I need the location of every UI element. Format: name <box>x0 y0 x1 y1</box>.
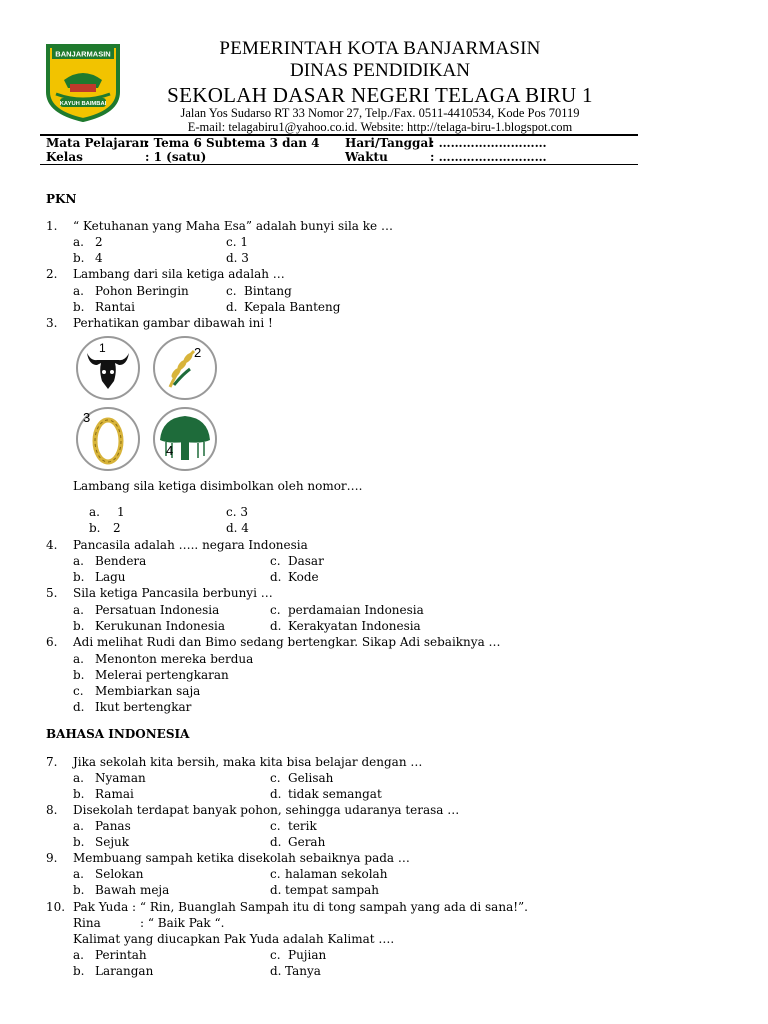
q8-option-letter: d. <box>270 835 282 849</box>
q6-option-text: Membiarkan saja <box>95 684 201 698</box>
emblem-number-3: 3 <box>83 410 91 425</box>
q4-text: Pancasila adalah ….. negara Indonesia <box>73 538 308 552</box>
q7-option-text: Gelisah <box>288 771 334 785</box>
q10-number: 10. <box>46 900 66 914</box>
q10-reply: : “ Baik Pak “. <box>140 916 225 930</box>
q1-option-letter: a. <box>73 235 84 249</box>
q2-option-text: Pohon Beringin <box>95 284 189 298</box>
q9-option-letter: d. <box>270 883 282 897</box>
subject-value: : Tema 6 Subtema 3 dan 4 <box>145 136 320 150</box>
time-label: Waktu <box>345 150 388 164</box>
chain-emblem <box>75 406 141 472</box>
q9-option-letter: c. <box>270 867 281 881</box>
emblem-number-4: 4 <box>166 443 174 458</box>
q10-option-text: Tanya <box>285 964 321 978</box>
q4-option-text: Lagu <box>95 570 126 584</box>
q10-option-text: Perintah <box>95 948 147 962</box>
q8-option-text: terik <box>288 819 317 833</box>
q2-text: Lambang dari sila ketiga adalah … <box>73 267 285 281</box>
q9-text: Membuang sampah ketika disekolah sebaiknya pada … <box>73 851 410 865</box>
q3-text: Perhatikan gambar dibawah ini ! <box>73 316 273 330</box>
q7-option-letter: d. <box>270 787 282 801</box>
q4-option-letter: b. <box>73 570 85 584</box>
q10-option-letter: d. <box>270 964 282 978</box>
school-emblem-logo <box>42 40 124 122</box>
q9-option-letter: b. <box>73 883 85 897</box>
q9-option-text: Bawah meja <box>95 883 170 897</box>
q10-text: Pak Yuda : “ Rin, Buanglah Sampah itu di tong sampah yang ada di sana!”. <box>73 900 528 914</box>
q4-option-letter: c. <box>270 554 281 568</box>
q9-option-text: halaman sekolah <box>285 867 388 881</box>
q2-number: 2. <box>46 267 58 281</box>
q6-option-letter: c. <box>73 684 84 698</box>
subject-label: Mata Pelajaran <box>46 136 149 150</box>
q4-option-letter: a. <box>73 554 84 568</box>
q6-text: Adi melihat Rudi dan Bimo sedang bertengkar. Sikap Adi sebaiknya … <box>73 635 501 649</box>
q5-number: 5. <box>46 586 58 600</box>
q3-option-letter: a. <box>89 505 100 519</box>
q4-option-letter: d. <box>270 570 282 584</box>
q2-option-letter: c. <box>226 284 237 298</box>
q5-option-text: Persatuan Indonesia <box>95 603 220 617</box>
q6-option-letter: d. <box>73 700 85 714</box>
q10-option-letter: c. <box>270 948 281 962</box>
logo-text-bottom: KAYUH BAIMBAI <box>59 101 107 107</box>
q10-speaker: Rina <box>73 916 101 930</box>
q8-text: Disekolah terdapat banyak pohon, sehingga udaranya terasa … <box>73 803 460 817</box>
q1-option-c: c. 1 <box>226 235 248 249</box>
bull-head-emblem <box>75 335 141 401</box>
q1-number: 1. <box>46 219 58 233</box>
q8-option-letter: a. <box>73 819 84 833</box>
class-label: Kelas <box>46 150 83 164</box>
q9-number: 9. <box>46 851 58 865</box>
q5-text: Sila ketiga Pancasila berbunyi … <box>73 586 273 600</box>
q7-option-letter: c. <box>270 771 281 785</box>
q6-option-letter: a. <box>73 652 84 666</box>
q5-option-letter: b. <box>73 619 85 633</box>
q2-option-letter: b. <box>73 300 85 314</box>
q8-option-text: Sejuk <box>95 835 130 849</box>
q2-option-letter: a. <box>73 284 84 298</box>
q7-option-letter: b. <box>73 787 85 801</box>
emblem-number-1: 1 <box>99 341 106 355</box>
q5-option-letter: d. <box>270 619 282 633</box>
q2-option-text: Kepala Banteng <box>244 300 341 314</box>
q9-option-letter: a. <box>73 867 84 881</box>
class-value: : 1 (satu) <box>145 150 207 164</box>
q7-option-text: Ramai <box>95 787 134 801</box>
q8-number: 8. <box>46 803 58 817</box>
q5-option-text: perdamaian Indonesia <box>288 603 424 617</box>
q7-number: 7. <box>46 755 58 769</box>
q1-option-letter: b. <box>73 251 85 265</box>
date-label: Hari/Tanggal <box>345 136 433 150</box>
q1-option-text: 2 <box>95 235 103 249</box>
header-contact: E-mail: telagabiru1@yahoo.co.id. Website: http://telaga-biru-1.blogspot.com <box>187 120 573 134</box>
q10-prompt: Kalimat yang diucapkan Pak Yuda adalah Kalimat …. <box>73 932 395 946</box>
q6-option-text: Melerai pertengkaran <box>95 668 229 682</box>
q5-option-text: Kerakyatan Indonesia <box>288 619 421 633</box>
q4-option-text: Kode <box>288 570 319 584</box>
q8-option-letter: b. <box>73 835 85 849</box>
q8-option-letter: c. <box>270 819 281 833</box>
q9-option-text: tempat sampah <box>285 883 380 897</box>
q2-option-text: Bintang <box>244 284 292 298</box>
q10-option-letter: a. <box>73 948 84 962</box>
q8-option-text: Panas <box>95 819 131 833</box>
rice-cotton-emblem <box>152 335 218 401</box>
date-value: : ……………………… <box>430 136 547 150</box>
q6-option-text: Menonton mereka berdua <box>95 652 254 666</box>
q2-option-text: Rantai <box>95 300 136 314</box>
q1-option-text: 4 <box>95 251 103 265</box>
q4-option-text: Bendera <box>95 554 147 568</box>
q5-option-text: Kerukunan Indonesia <box>95 619 225 633</box>
q4-number: 4. <box>46 538 58 552</box>
q6-option-letter: b. <box>73 668 85 682</box>
q5-option-letter: c. <box>270 603 281 617</box>
section-bahasa-indonesia: BAHASA INDONESIA <box>46 727 190 741</box>
header-government: PEMERINTAH KOTA BANJARMASIN <box>219 38 541 59</box>
header-school-name: SEKOLAH DASAR NEGERI TELAGA BIRU 1 <box>167 83 593 107</box>
q3-subtext: Lambang sila ketiga disimbolkan oleh nomor…. <box>73 479 363 493</box>
q3-option-c: c. 3 <box>226 505 248 519</box>
q3-option-letter: b. <box>89 521 101 535</box>
info-rule <box>40 164 638 165</box>
q10-option-letter: b. <box>73 964 85 978</box>
header-address: Jalan Yos Sudarso RT 33 Nomor 27, Telp./Fax. 0511-4410534, Kode Pos 70119 <box>180 106 580 120</box>
q7-option-letter: a. <box>73 771 84 785</box>
q6-option-text: Ikut bertengkar <box>95 700 192 714</box>
q2-option-letter: d. <box>226 300 238 314</box>
q3-option-d: d. 4 <box>226 521 249 535</box>
section-pkn: PKN <box>46 192 77 206</box>
q8-option-text: Gerah <box>288 835 326 849</box>
logo-text-top: BANJARMASIN <box>55 49 111 59</box>
q7-option-text: Nyaman <box>95 771 146 785</box>
q7-text: Jika sekolah kita bersih, maka kita bisa belajar dengan … <box>73 755 423 769</box>
q9-option-text: Selokan <box>95 867 144 881</box>
q10-option-text: Larangan <box>95 964 154 978</box>
q5-option-letter: a. <box>73 603 84 617</box>
q1-option-d: d. 3 <box>226 251 249 265</box>
q4-option-text: Dasar <box>288 554 324 568</box>
q7-option-text: tidak semangat <box>288 787 382 801</box>
q6-number: 6. <box>46 635 58 649</box>
q3-option-text: 1 <box>117 505 125 519</box>
q3-option-text: 2 <box>113 521 121 535</box>
q10-option-text: Pujian <box>288 948 327 962</box>
q1-text: “ Ketuhanan yang Maha Esa” adalah bunyi sila ke … <box>73 219 393 233</box>
q3-number: 3. <box>46 316 58 330</box>
header-department: DINAS PENDIDIKAN <box>290 60 470 81</box>
time-value: : ……………………… <box>430 150 547 164</box>
emblem-number-2: 2 <box>194 345 202 360</box>
banyan-tree-emblem <box>152 406 218 472</box>
